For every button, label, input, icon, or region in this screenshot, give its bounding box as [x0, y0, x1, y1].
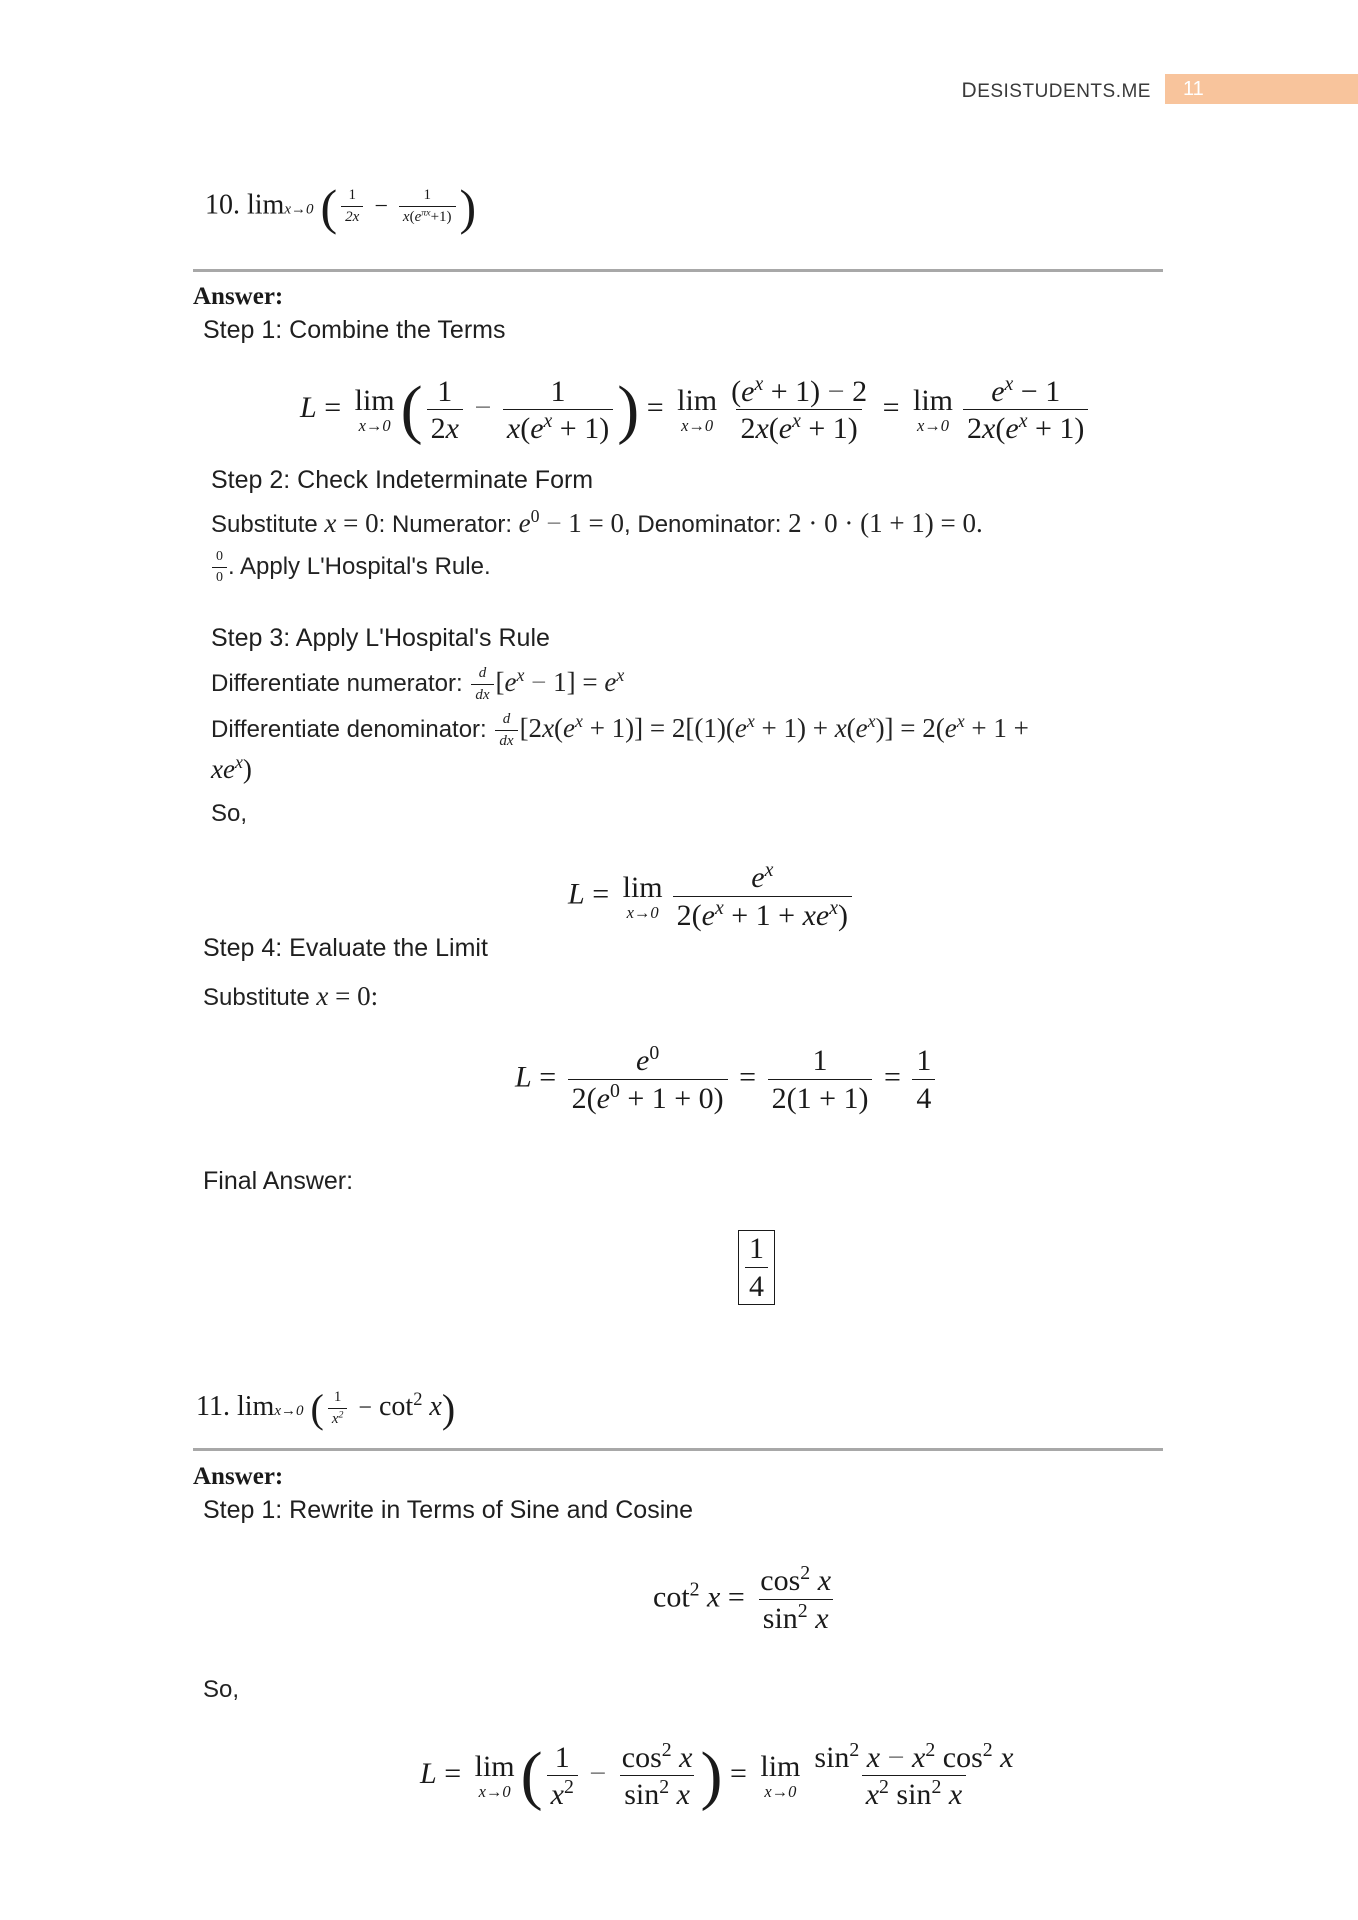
step1-heading-10: Step 1: Combine the Terms — [203, 316, 506, 344]
step4-line: Substitute x = 0: — [203, 981, 379, 1011]
problem-10-number: 10. — [205, 189, 240, 221]
problem-10-lim-sub: x→0 — [284, 201, 314, 218]
site-name: DESISTUDENTS.ME — [961, 79, 1151, 102]
step4-equation: L = $\frac{e^0}{2(e^0 + 1 + 0)}$ = $\frac{1}{2(1 + 1)}$ = $\frac{1}{4}$ — [515, 1045, 939, 1114]
step3-equation: L = lim x→0 $\frac{e^x}{2(e^x + 1 + xe^x)}$ — [568, 862, 856, 931]
problem-11-statement: 11. limx→0 ( $\frac{1}{x^2}$ − $\cot^2 x$) — [196, 1386, 456, 1431]
step2-heading-10: Step 2: Check Indeterminate Form — [211, 466, 594, 494]
divider-1 — [193, 269, 1163, 272]
problem-11-equation: L = lim x→0 ( $\frac{1}{x^2}$ − $\frac{\cos^2 x}{\sin^2 x}$ ) = lim x→0 $\frac{\sin^2 x - x^2 \cos^2 x}{x^2 \sin^2 x}$ — [420, 1738, 1014, 1812]
divider-2 — [193, 1448, 1163, 1451]
step4-heading-10: Step 4: Evaluate the Limit — [203, 934, 488, 962]
step2-numerator-text: : Numerator: — [378, 511, 519, 538]
problem-10-statement: 10. limx→0 ( $\frac{1}{2x}$ − $\frac{1}{x(e^{\pi x}+1)}$ ) — [205, 179, 477, 235]
step2-apply-text: . Apply L'Hospital's Rule. — [228, 553, 491, 581]
step3-denominator-cont: $xe^x$) — [211, 752, 252, 784]
problem-11-so: So, — [203, 1676, 240, 1703]
step1-equation-10: L = lim x→0 ( $\frac{1}{2x}$ − $\frac{1}{x(e^x + 1)}$ ) = lim x→0 $\frac{(e^x + 1) - 2}{2x(e^x + 1)}$ = lim x→0 $\frac{e^x - 1}{2x(e^x + 1)}$ — [300, 372, 1092, 448]
step3-numerator-line: Differentiate numerator: $\frac{d}{dx}$ $[e^x - 1] = e^x$ — [211, 665, 625, 703]
final-answer-numerator: 1 — [749, 1232, 764, 1265]
step2-line2: $\frac{0}{0}$ . Apply L'Hospital's Rule. — [211, 550, 491, 585]
step3-heading-10: Step 3: Apply L'Hospital's Rule — [211, 624, 550, 652]
step4-substitute-text: Substitute — [203, 984, 317, 1011]
page-number: 11 — [1165, 74, 1358, 104]
step2-denominator-text: , Denominator: — [624, 511, 789, 538]
final-answer-box — [738, 1230, 775, 1305]
answer-label-10: Answer: — [193, 283, 284, 310]
cot-identity-equation: $\cot^2 x$ = $\frac{\cos^2 x}{\sin^2 x}$ — [653, 1562, 832, 1635]
step2-line1: Substitute x = 0: Numerator: $e^0 - 1 = 0$, Denominator: 2 · 0 · (1 + 1) = 0. — [211, 506, 983, 538]
step2-substitute-text: Substitute — [211, 511, 325, 538]
final-answer-heading: Final Answer: — [203, 1167, 354, 1195]
step3-so: So, — [211, 800, 248, 827]
step3-numerator-text: Differentiate numerator: — [211, 669, 470, 697]
step1-heading-11: Step 1: Rewrite in Terms of Sine and Cosine — [203, 1496, 694, 1524]
problem-11-number: 11. — [196, 1390, 230, 1422]
final-answer-denominator: 4 — [745, 1267, 768, 1303]
answer-label-11: Answer: — [193, 1463, 284, 1490]
problem-10-lim: lim — [247, 189, 285, 221]
step3-denominator-text: Differentiate denominator: — [211, 715, 494, 743]
step3-denominator-line: Differentiate denominator: $\frac{d}{dx}$ $[2x(e^x + 1)] = 2[(1)(e^x + 1) + x(e^x)] = 2(e^x + 1$ + — [211, 711, 1029, 749]
